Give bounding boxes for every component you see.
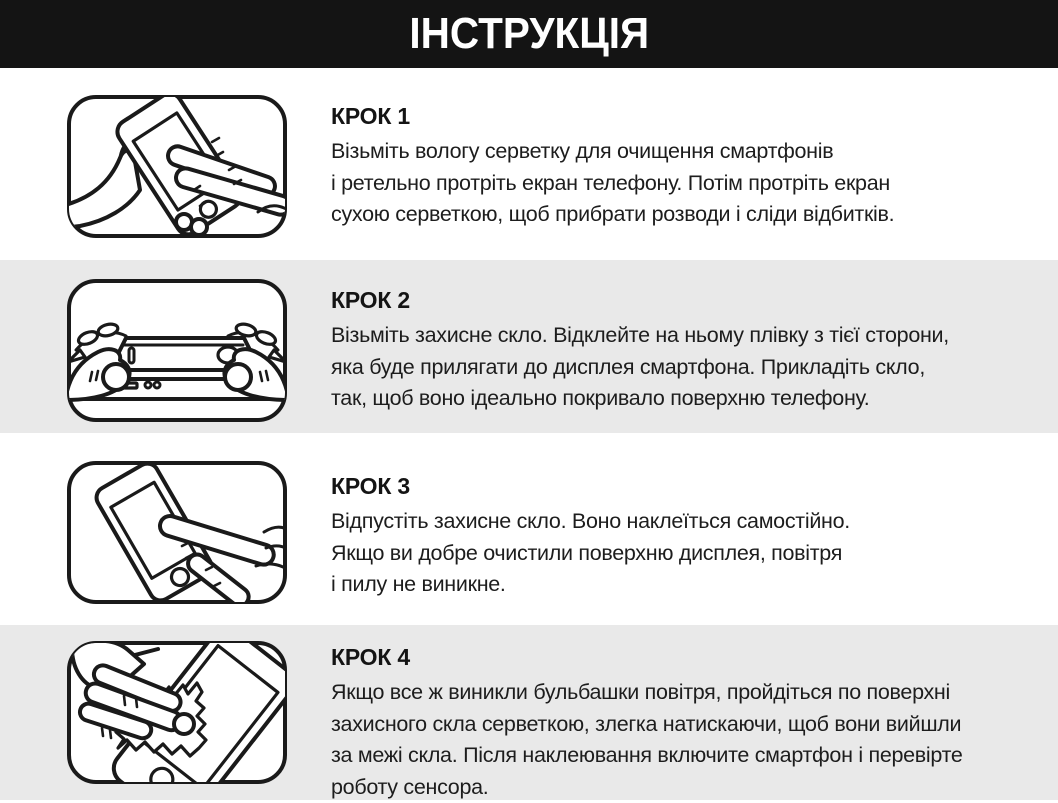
step-3-line: Відпустіть захисне скло. Воно наклеїться самостійно. [331, 506, 1041, 538]
step-2-line: яка буде прилягати до дисплея смартфона. Прикладіть скло, [331, 352, 1041, 384]
step-4-line: роботу сенсора. [331, 772, 1041, 803]
step-1-line: Візьміть вологу серветку для очищення смартфонів [331, 136, 1041, 168]
step-1-row [0, 68, 1058, 260]
step-3-text [331, 474, 1041, 601]
step-4-line: Якщо все ж виникли бульбашки повітря, пройдіться по поверхні [331, 677, 1041, 709]
wipe-phone-with-cloth-icon [66, 94, 288, 239]
step-1-line: сухою серветкою, щоб прибрати розводи і сліди відбитків. [331, 199, 1041, 231]
header-bar [0, 0, 1058, 68]
peel-film-align-glass-icon [66, 278, 288, 423]
step-4-text [331, 645, 1041, 803]
step-2-text [331, 288, 1041, 415]
smooth-out-bubbles-icon [66, 640, 288, 785]
step-3-illustration [66, 460, 288, 605]
step-3-line: Якщо ви добре очистили поверхню дисплея, повітря [331, 538, 1041, 570]
step-1-text [331, 104, 1041, 231]
step-2-line: Візьміть захисне скло. Відклейте на ньому плівку з тієї сторони, [331, 320, 1041, 352]
page-title: ІНСТРУКЦІЯ [409, 9, 649, 59]
step-2-title: КРОК 2 [331, 288, 1041, 312]
step-1-line: і ретельно протріть екран телефону. Потім протріть екран [331, 168, 1041, 200]
release-glass-self-adhere-icon [66, 460, 288, 605]
step-1-title: КРОК 1 [331, 104, 1041, 128]
step-4-line: за межі скла. Після наклеювання включите смартфон і перевірте [331, 740, 1041, 772]
step-4-title: КРОК 4 [331, 645, 1041, 669]
step-4-line: захисного скла серветкою, злегка натискаючи, щоб вони вийшли [331, 709, 1041, 741]
step-1-illustration [66, 94, 288, 239]
step-2-row [0, 260, 1058, 433]
step-3-title: КРОК 3 [331, 474, 1041, 498]
step-4-row [0, 625, 1058, 800]
step-3-row [0, 433, 1058, 625]
step-2-line: так, щоб воно ідеально покривало поверхню телефону. [331, 383, 1041, 415]
step-4-illustration [66, 640, 288, 785]
step-3-line: і пилу не виникне. [331, 569, 1041, 601]
step-2-illustration [66, 278, 288, 423]
